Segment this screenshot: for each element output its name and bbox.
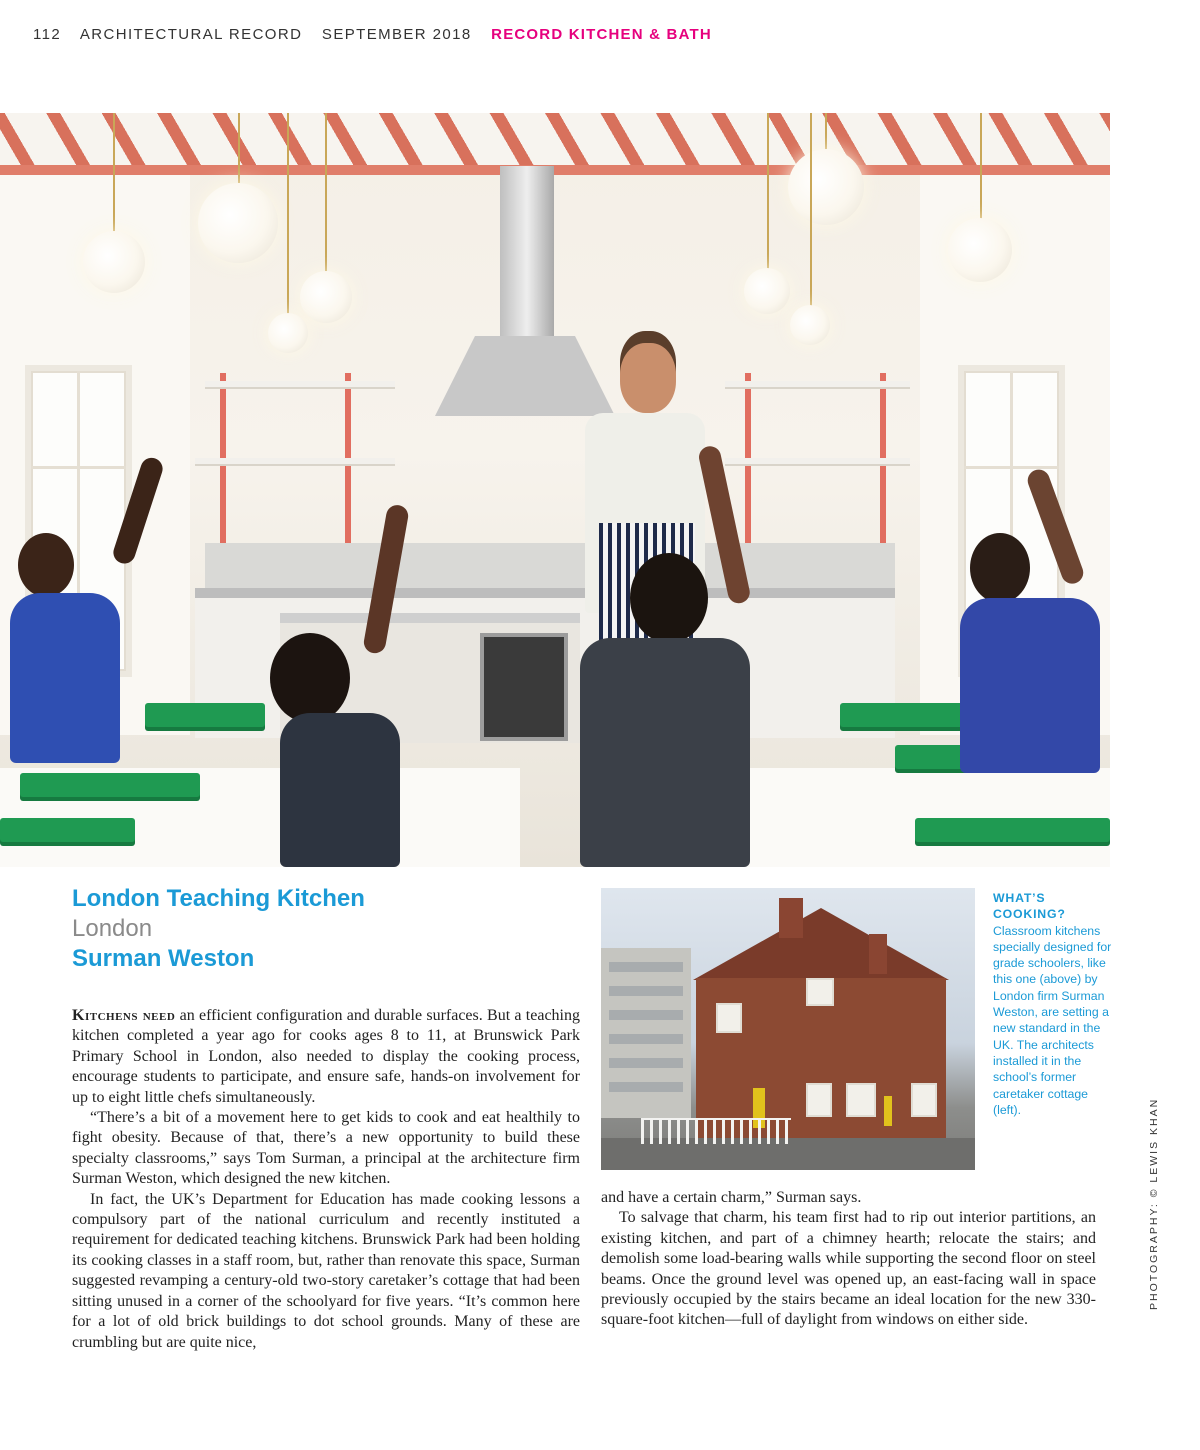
body-paragraph: Kitchens need an efficient configuration and durable surfaces. But a teaching kitchen completed a year ago for cooks ages 8 to 11, at Brunswick Park Primary School in London, also needed to display the cooking process, encourage students to participate, and ensure safe, hands-on involvement for up to eight little chefs simultaneously. [72,1007,581,1106]
pendant-lamp [948,218,1012,282]
apartment-block [601,948,691,1118]
lead-in: Kitchens need [72,1007,176,1024]
page-number: 112 [33,26,62,43]
chimney [869,934,887,974]
section-name: RECORD KITCHEN & BATH [491,26,712,43]
inset-photo [601,888,975,1170]
body-column-left [72,1006,580,1353]
student-figure [250,633,410,867]
sidebar-caption [993,890,1113,1118]
pendant-lamp [83,231,145,293]
right-upper-shelf [725,381,910,387]
cutting-board [20,773,200,797]
project-name: London Teaching Kitchen [72,885,365,912]
caption-heading: WHAT’S COOKING? [993,891,1066,922]
pendant-lamp [300,271,352,323]
body-paragraph: To salvage that charm, his team first had to rip out interior partitions, an existing kitchen, and part of a chimney hearth; relocate the stairs; and demolish some load-bearing walls while supporting the second floor on steel beams. Once the ground level was opened up, an east-facing wall in space previously occupied by the stairs became an ideal location for the new 330-square-foot kitchen—full of daylight from windows on either side. [601,1209,1096,1329]
photo-credit-text: PHOTOGRAPHY: © LEWIS KHAN [1148,1097,1160,1310]
left-lower-shelf [195,458,395,464]
hero-photo [0,113,1110,867]
publication-name: ARCHITECTURAL RECORD [79,26,303,43]
body-paragraph: In fact, the UK’s Department for Education has made cooking lessons a compulsory part of the national curriculum and recently instituted a requirement for dedicated teaching kitchens. Brunswick Park had been holding its cooking classes in a staff room, but, rather than renovate this space, Surman suggested revamping a century-old two-story caretaker’s cottage that had been sitting unused in a corner of the schoolyard for five years. “It’s common here for a lot of old brick buildings to dot school grounds. Many of these are crumbling but are quite nice, [72,1190,580,1351]
project-location: London [72,915,153,942]
pendant-lamp [744,268,790,314]
pendant-lamp [790,305,830,345]
caption-text: Classroom kitchens specially designed for grade schoolers, like this one (above) by London firm Surman Weston, are setting a new standard in the UK. The architects installed it in the school’s former caretaker cottage (left). [993,923,1112,1117]
body-paragraph: and have a certain charm,” Surman says. [601,1189,862,1206]
picket-fence [641,1118,791,1144]
range-hood [435,166,595,416]
architect-firm: Surman Weston [72,945,255,972]
body-paragraph: “There’s a bit of a movement here to get kids to cook and eat healthily to fight obesity. Because of that, there’s a new opportunity to build these specialty classrooms,” says Tom Surman, a principal at the architecture firm Surman Weston, which designed the new kitchen. [72,1109,580,1188]
chimney [779,898,803,938]
running-header [33,26,726,43]
ceiling-trusses [0,113,1110,165]
cutting-board [0,818,135,842]
body-column-right [601,1188,1096,1331]
student-figure [570,553,760,867]
project-title-block [72,884,365,974]
left-upper-shelf [205,381,395,387]
cottage-roof [693,908,949,980]
yellow-door [884,1096,892,1126]
student-figure [0,533,140,763]
pendant-lamp [198,183,278,263]
oven [480,633,568,741]
pendant-lamp [268,313,308,353]
issue-date: SEPTEMBER 2018 [321,26,472,43]
cutting-board [145,703,265,727]
pendant-lamp [788,149,864,225]
student-figure [940,533,1110,773]
cutting-board [915,818,1110,842]
right-lower-shelf [725,458,910,464]
